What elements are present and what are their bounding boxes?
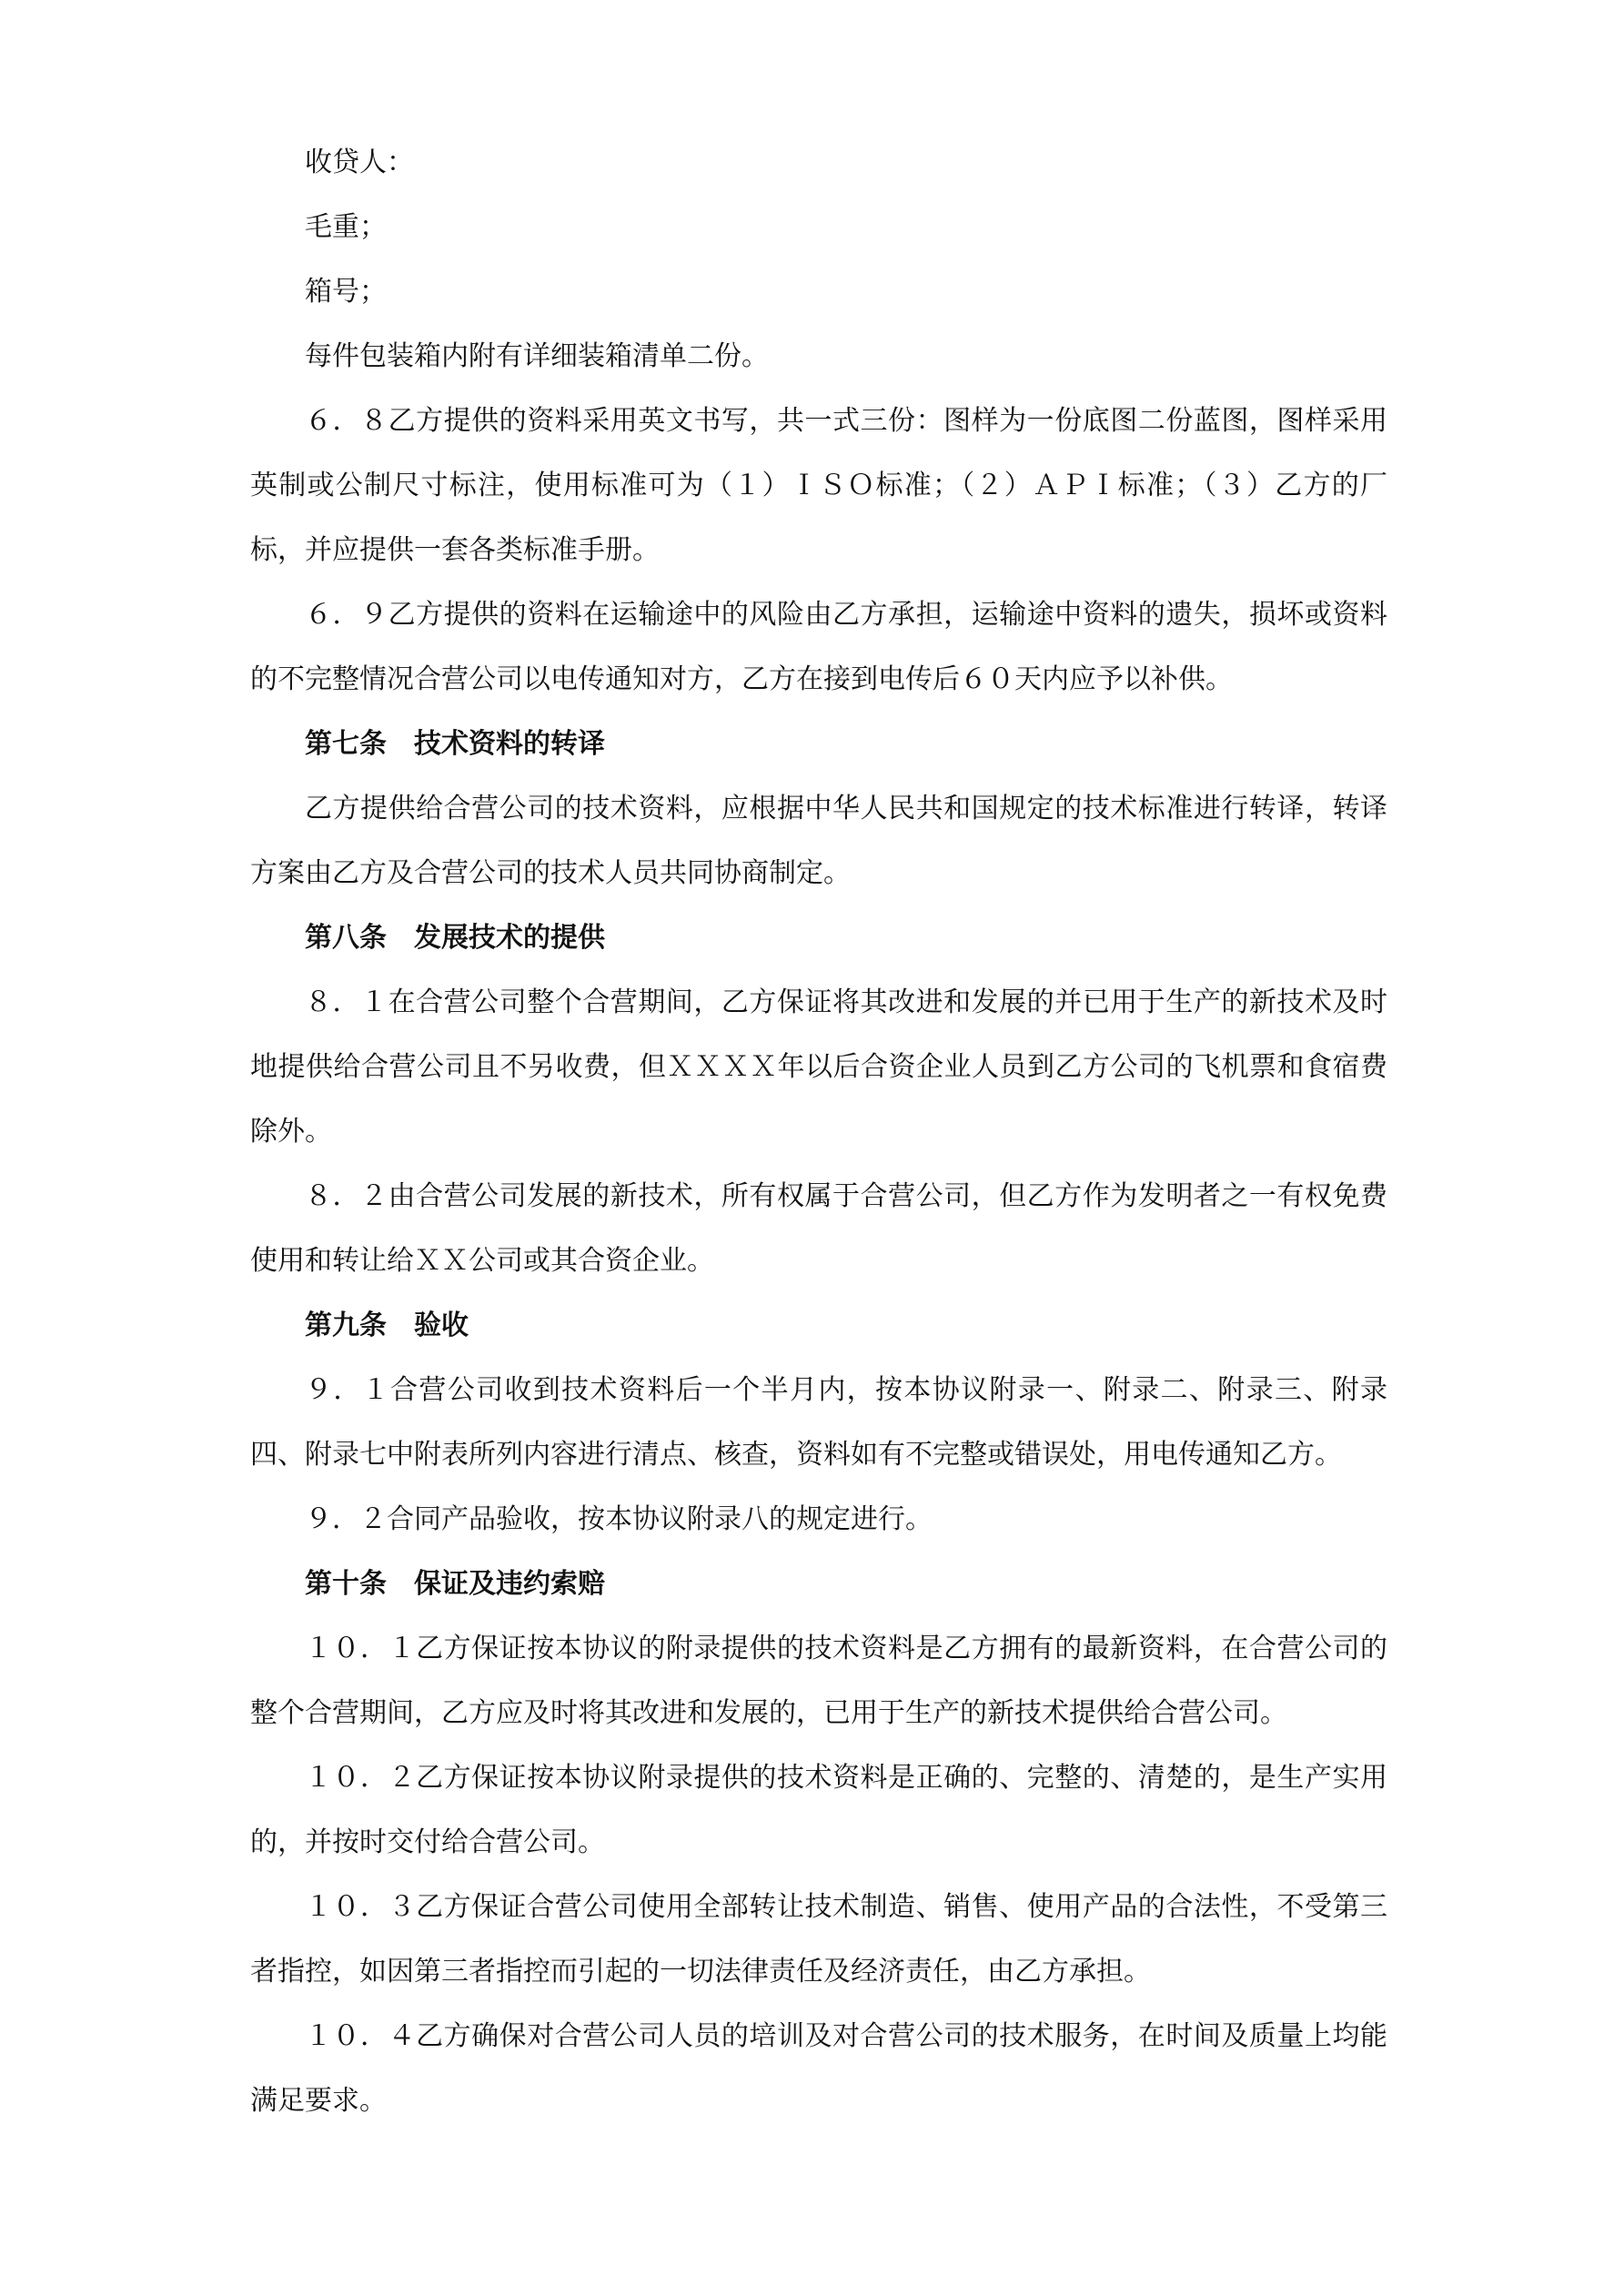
document-body (250, 130, 1387, 2133)
article-7-heading: 第七条 技术资料的转译 (305, 728, 605, 760)
article-8-heading: 第八条 发展技术的提供 (305, 922, 605, 954)
clause-6-8: ６．８乙方提供的资料采用英文书写，共一式三份：图样为一份底图二份蓝图，图样采用英制或公制尺寸标注，使用标准可为（１）ＩＳＯ标准；（２）ＡＰＩ标准；（３）乙方的厂标，并应提供一套各类标准手册。 (250, 405, 1387, 566)
clause-10-1: １０．１乙方保证按本协议的附录提供的技术资料是乙方拥有的最新资料，在合营公司的整个合营期间，乙方应及时将其改进和发展的，已用于生产的新技术提供给合营公司。 (250, 1633, 1387, 1729)
clause-10-2: １０．２乙方保证按本协议附录提供的技术资料是正确的、完整的、清楚的，是生产实用的，并按时交付给合营公司。 (250, 1762, 1387, 1858)
gross-weight-line: 毛重； (305, 211, 387, 243)
clause-8-1: ８．１在合营公司整个合营期间，乙方保证将其改进和发展的并已用于生产的新技术及时地提供给合营公司且不另收费，但ＸＸＸＸ年以后合资企业人员到乙方公司的飞机票和食宿费除外。 (250, 986, 1387, 1148)
packing-list-line: 每件包装箱内附有详细装箱清单二份。 (305, 340, 769, 372)
box-number-line: 箱号； (305, 276, 387, 308)
clause-6-9: ６．９乙方提供的资料在运输途中的风险由乙方承担，运输途中资料的遗失，损坏或资料的不完整情况合营公司以电传通知对方，乙方在接到电传后６０天内应予以补供。 (250, 599, 1387, 695)
consignee-line: 收贷人： (305, 147, 414, 178)
clause-10-3: １０．３乙方保证合营公司使用全部转让技术制造、销售、使用产品的合法性，不受第三者指控，如因第三者指控而引起的一切法律责任及经济责任，由乙方承担。 (250, 1891, 1387, 1988)
clause-9-2: ９．２合同产品验收，按本协议附录八的规定进行。 (305, 1503, 933, 1535)
clause-9-1: ９．１合营公司收到技术资料后一个半月内，按本协议附录一、附录二、附录三、附录四、附录七中附表所列内容进行清点、核查，资料如有不完整或错误处，用电传通知乙方。 (250, 1374, 1387, 1471)
article-9-heading: 第九条 验收 (305, 1310, 469, 1341)
article-10-heading: 第十条 保证及违约索赔 (305, 1568, 605, 1600)
article-7-text: 乙方提供给合营公司的技术资料，应根据中华人民共和国规定的技术标准进行转译，转译方案由乙方及合营公司的技术人员共同协商制定。 (250, 793, 1387, 889)
clause-10-4: １０．４乙方确保对合营公司人员的培训及对合营公司的技术服务，在时间及质量上均能满足要求。 (250, 2020, 1387, 2117)
clause-8-2: ８．２由合营公司发展的新技术，所有权属于合营公司，但乙方作为发明者之一有权免费使用和转让给ＸＸ公司或其合资企业。 (250, 1180, 1387, 1277)
